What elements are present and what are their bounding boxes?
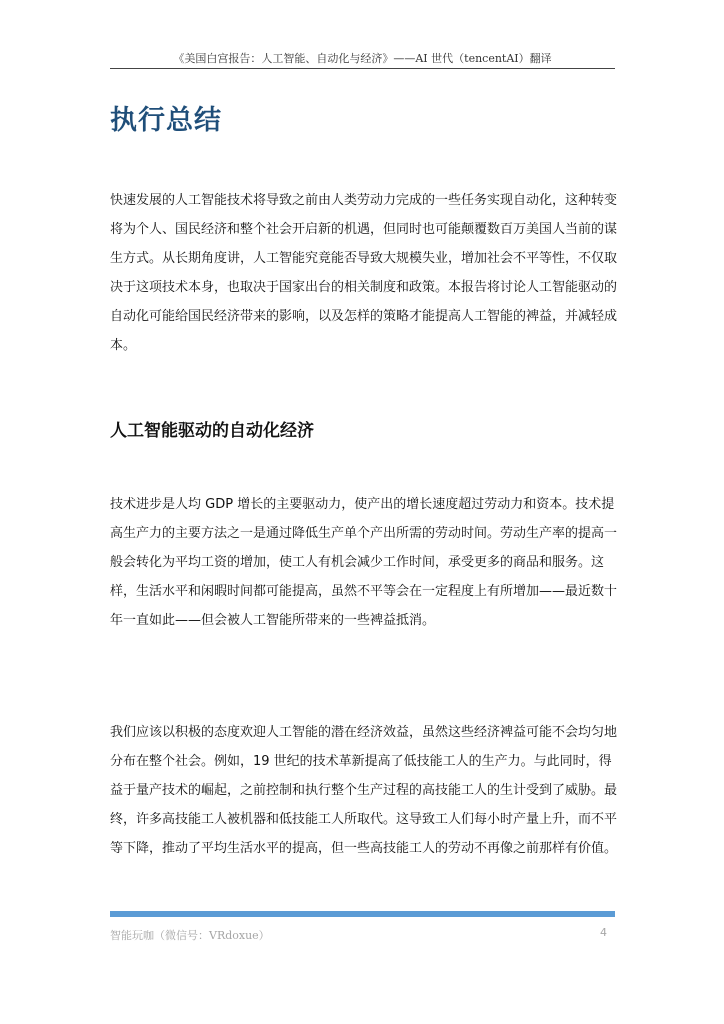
paragraph-intro: 快速发展的人工智能技术将导致之前由人类劳动力完成的一些任务实现自动化，这种转变将为个人、国民经济和整个社会开启新的机遇，但同时也可能颠覆数百万美国人当前的谋生方式。从长期角度讲，人工智能究竟能否导致大规模失业，增加社会不平等性，不仅取决于这项技术本身，也取决于国家出台的相关制度和政策。本报告将讨论人工智能驱动的自动化可能给国民经济带来的影响，以及怎样的策略才能提高人工智能的裨益，并减轻成本。 xyxy=(110,193,618,353)
page-title: 执行总结 xyxy=(110,105,222,136)
section-heading: 人工智能驱动的自动化经济 xyxy=(110,421,314,441)
footer-divider-bar xyxy=(110,911,615,917)
paragraph-tech-progress: 技术进步是人均 GDP 增长的主要驱动力，使产出的增长速度超过劳动力和资本。技术提高生产力的主要方法之一是通过降低生产单个产出所需的劳动时间。劳动生产率的提高一般会转化为平均工资的增加，使工人有机会减少工作时间，承受更多的商品和服务。这样，生活水平和闲暇时间都可能提高，虽然不平等会在一定程度上有所增加——最近数十年一直如此——但会被人工智能所带来的一些裨益抵消。 xyxy=(110,497,618,628)
header-divider xyxy=(110,68,615,69)
page-number: 4 xyxy=(600,926,607,939)
paragraph-economic-benefits: 我们应该以积极的态度欢迎人工智能的潜在经济效益，虽然这些经济裨益可能不会均匀地分布在整个社会。例如，19 世纪的技术革新提高了低技能工人的生产力。与此同时，得益于量产技术的崛起，之前控制和执行整个生产过程的高技能工人的生计受到了威胁。最终，许多高技能工人被机器和低技能工人所取代。这导致工人们每小时产量上升，而不平等下降，推动了平均生活水平的提高，但一些高技能工人的劳动不再像之前那样有价值。 xyxy=(110,725,618,856)
footer-source: 智能玩咖（微信号：VRdoxue） xyxy=(110,929,270,942)
running-header: 《美国白宫报告：人工智能、自动化与经济》——AI 世代（tencentAI）翻译 xyxy=(173,52,552,65)
